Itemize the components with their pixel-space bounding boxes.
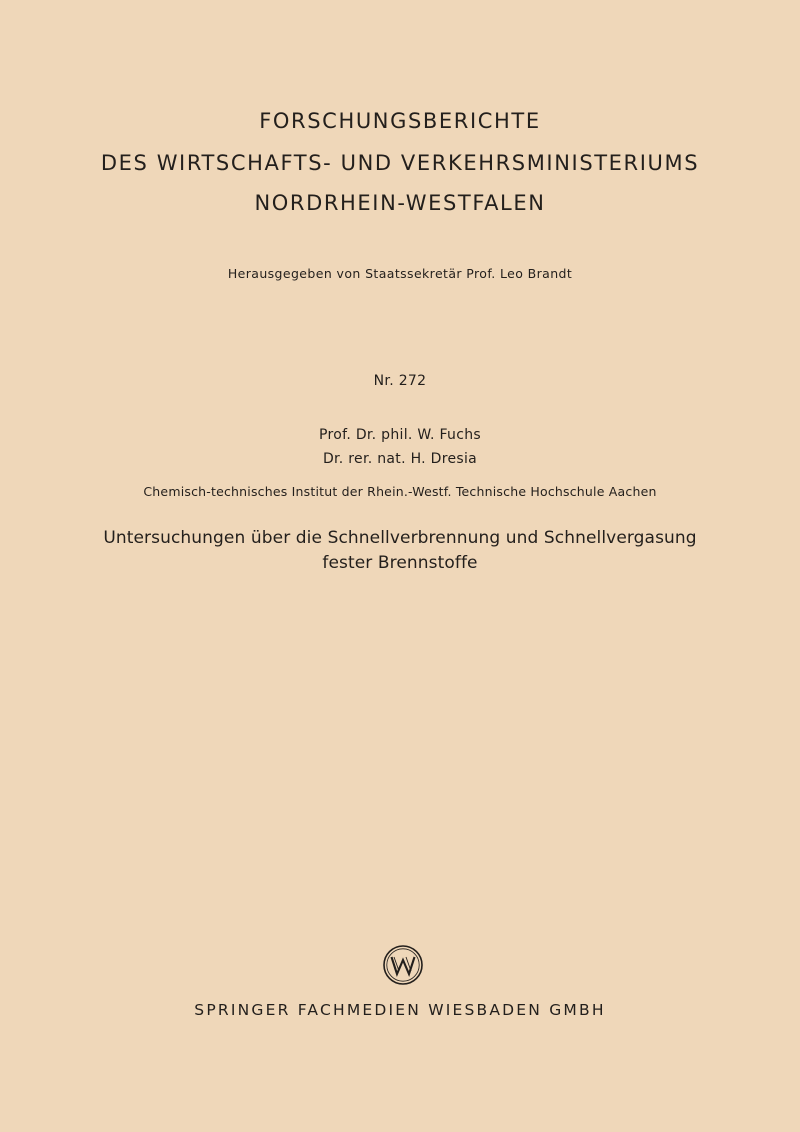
institute: Chemisch-technisches Institut der Rhein.-Westf. Technische Hochschule Aachen (143, 484, 657, 499)
springer-w-monogram-icon (382, 944, 424, 986)
report-number: Nr. 272 (373, 373, 427, 389)
series-title-line-2: DES WIRTSCHAFTS- UND VERKEHRSMINISTERIUMS (100, 151, 700, 175)
author-2: Dr. rer. nat. H. Dresia (322, 451, 478, 467)
publisher-name: SPRINGER FACHMEDIEN WIESBADEN GMBH (194, 1001, 606, 1019)
series-title-line-3: NORDRHEIN-WESTFALEN (254, 191, 546, 215)
editor-line: Herausgegeben von Staatssekretär Prof. Leo Brandt (227, 266, 573, 281)
report-title-line-1: Untersuchungen über die Schnellverbrennung und Schnellvergasung (103, 528, 697, 548)
report-title-line-2: fester Brennstoffe (322, 553, 478, 573)
author-1: Prof. Dr. phil. W. Fuchs (319, 427, 481, 443)
series-title-line-1: FORSCHUNGSBERICHTE (259, 109, 541, 133)
